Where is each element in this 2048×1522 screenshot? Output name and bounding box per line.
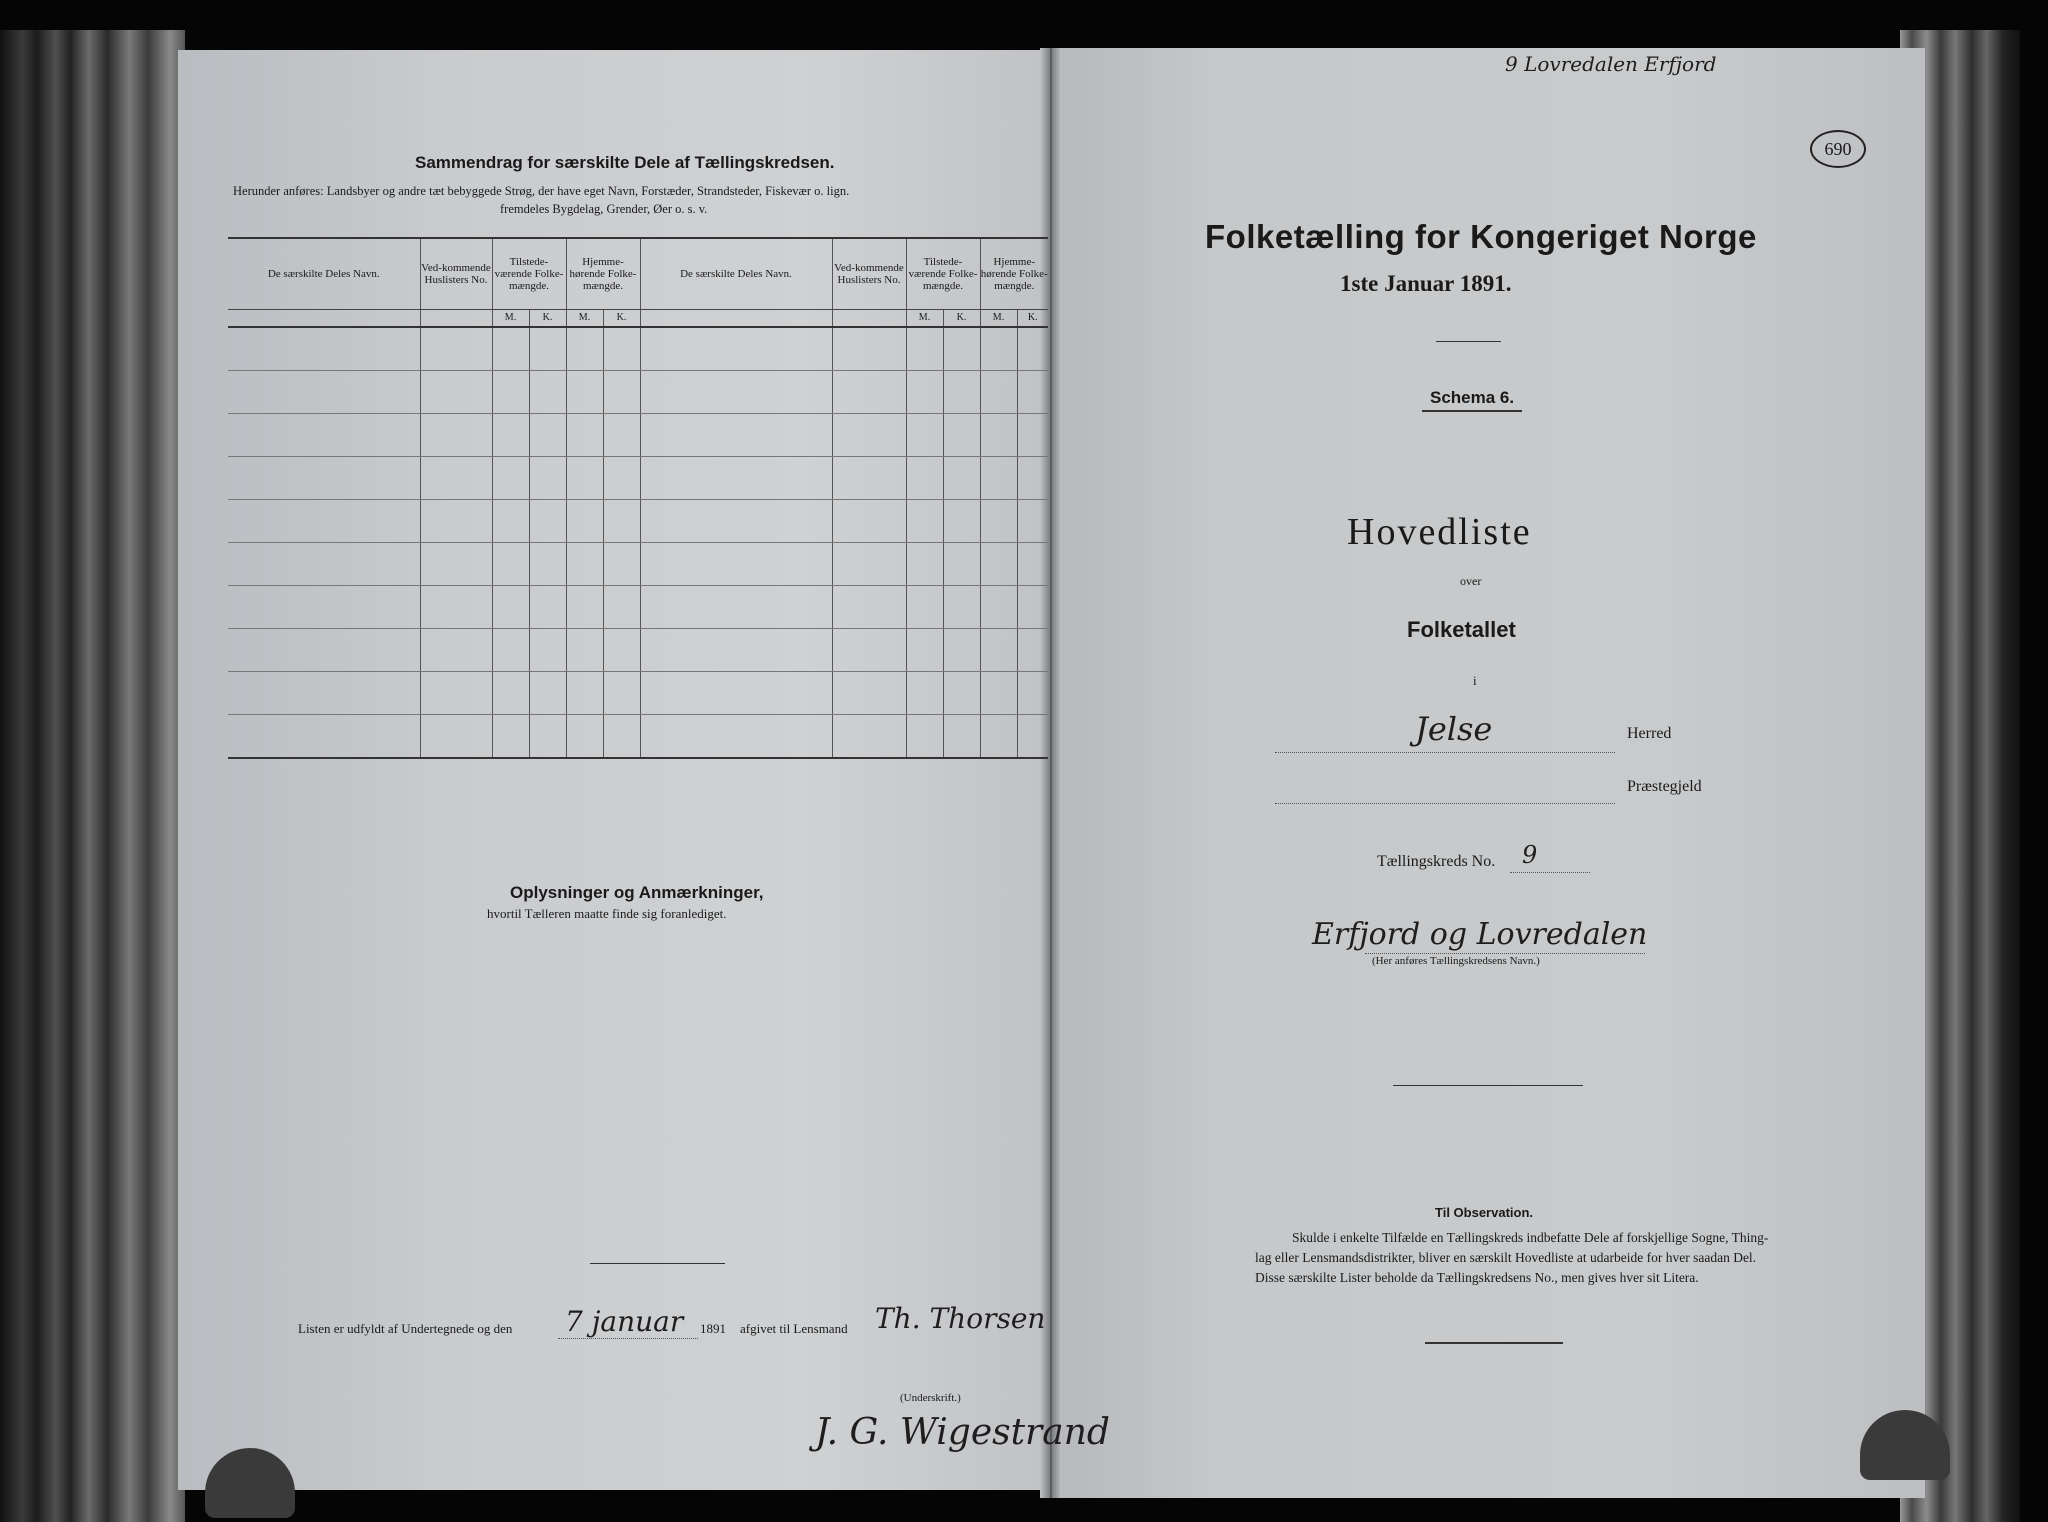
observation-title: Til Observation. [1435, 1205, 1534, 1220]
kreds-label: Tællingskreds No. [1377, 853, 1496, 870]
notes-title: Oplysninger og Anmærkninger, [510, 883, 764, 902]
col-header-houselist-right: Ved-kommende Huslisters No. [832, 238, 906, 310]
table-row [228, 715, 1048, 759]
praestegjeld-line [1275, 803, 1615, 804]
table-row [228, 414, 1048, 457]
table-row [228, 586, 1048, 629]
signoff-middle: afgivet til Lensmand [740, 1321, 848, 1336]
underskrift-label: (Underskrift.) [900, 1392, 961, 1404]
notes-subtitle: hvortil Tælleren maatte finde sig foranlediget. [487, 906, 727, 921]
sub-header-blank [640, 310, 832, 328]
summary-instructions-line1: Herunder anføres: Landsbyer og andre tæt bebyggede Strøg, der have eget Navn, Forstæder, Strandsteder, Fiskevær o. lign. [233, 184, 850, 198]
kreds-name-line [1365, 953, 1645, 954]
col-header-name-left: De særskilte Deles Navn. [228, 238, 420, 310]
kreds-number-line [1510, 872, 1590, 873]
main-title: Folketælling for Kongeriget Norge [1205, 218, 1757, 255]
signoff-year: 1891 [700, 1321, 726, 1336]
table-row [228, 500, 1048, 543]
kreds-number-handwritten: 9 [1522, 841, 1538, 869]
sub-header-k: K. [603, 310, 640, 328]
table-row [228, 457, 1048, 500]
col-header-houselist-left: Ved-kommende Huslisters No. [420, 238, 492, 310]
folketallet-heading: Folketallet [1407, 617, 1516, 642]
table-row [228, 672, 1048, 715]
divider [1436, 341, 1501, 342]
col-header-resident-left: Hjemme-hørende Folke-mængde. [566, 238, 640, 310]
hovedliste-heading: Hovedliste [1347, 511, 1532, 553]
herred-line [1275, 752, 1615, 753]
census-date: 1ste Januar 1891. [1340, 271, 1512, 296]
observation-line1: Skulde i enkelte Tilfælde en Tællingskreds indbefatte Dele af forskjellige Sogne, Thing- [1292, 1230, 1769, 1245]
summary-title: Sammendrag for særskilte Dele af Tællingskredsen. [415, 153, 835, 172]
herred-name-handwritten: Jelse [1415, 710, 1493, 748]
sub-header-blank [228, 310, 420, 328]
schema-label: Schema 6. [1430, 388, 1515, 407]
lensmand-name-handwritten: Th. Thorsen [875, 1302, 1046, 1335]
observation-line2: lag eller Lensmandsdistrikter, bliver en særskilt Hovedliste at udarbeide for hver saadan Del. [1255, 1250, 1757, 1265]
summary-instructions-line2: fremdeles Bygdelag, Grender, Øer o. s. v. [500, 202, 708, 216]
observation-line3: Disse særskilte Lister beholde da Tællingskredsens No., men gives hver sit Litera. [1255, 1270, 1699, 1285]
sub-header-m: M. [566, 310, 603, 328]
book-left-edge [0, 30, 185, 1522]
table-row [228, 543, 1048, 586]
sub-header-m: M. [492, 310, 529, 328]
col-header-present-right: Tilstede-værende Folke-mængde. [906, 238, 980, 310]
signoff-date-handwritten: 7 januar [565, 1305, 684, 1338]
summary-table [228, 237, 1048, 759]
i-label: i [1473, 673, 1477, 688]
corner-note-handwritten: 9 Lovredalen Erfjord [1505, 52, 1717, 76]
sub-header-k: K. [1017, 310, 1048, 328]
col-header-present-left: Tilstede-værende Folke-mængde. [492, 238, 566, 310]
sub-header-m: M. [906, 310, 943, 328]
over-label: over [1460, 574, 1482, 588]
sub-header-m: M. [980, 310, 1017, 328]
sub-header-blank [832, 310, 906, 328]
page-stamp: 690 [1810, 130, 1866, 168]
table-row [228, 629, 1048, 672]
schema-underline [1422, 410, 1522, 412]
divider [1425, 1342, 1563, 1344]
col-header-name-right: De særskilte Deles Navn. [640, 238, 832, 310]
sub-header-k: K. [529, 310, 566, 328]
herred-label: Herred [1627, 725, 1672, 742]
kreds-name-caption: (Her anføres Tællingskredsens Navn.) [1372, 955, 1540, 967]
kreds-name-handwritten: Erfjord og Lovredalen [1312, 917, 1648, 952]
praestegjeld-label: Præstegjeld [1627, 778, 1702, 795]
signature-handwritten: J. G. Wigestrand [815, 1412, 1110, 1453]
divider [590, 1263, 725, 1264]
sub-header-k: K. [943, 310, 980, 328]
signoff-prefix: Listen er udfyldt af Undertegnede og den [298, 1321, 513, 1336]
date-line [558, 1338, 698, 1339]
table-row [228, 327, 1048, 371]
table-row [228, 371, 1048, 414]
sub-header-blank [420, 310, 492, 328]
col-header-resident-right: Hjemme-hørende Folke-mængde. [980, 238, 1048, 310]
divider [1393, 1085, 1583, 1086]
